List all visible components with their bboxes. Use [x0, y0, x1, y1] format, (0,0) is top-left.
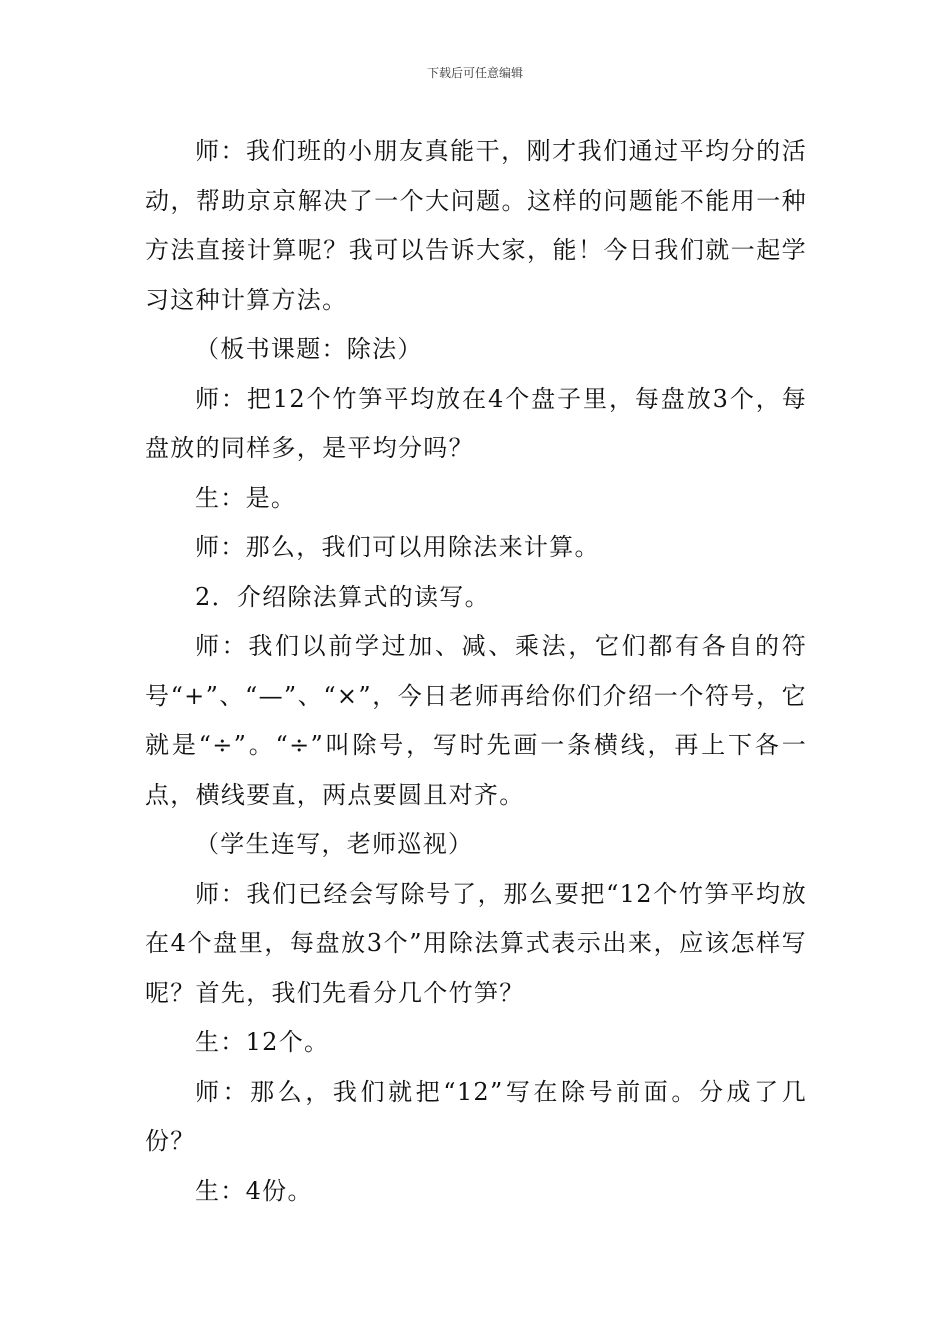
paragraph-teacher-symbols: 师：我们以前学过加、减、乘法，它们都有各自的符号“+”、“—”、“×”，今日老师再给你们介绍一个符号，它就是“÷”。“÷”叫除号，写时先画一条横线，再上下各一点，横线要直，两点要圆且对齐。	[145, 632, 807, 809]
paragraph-student-four: 生：4份。	[195, 1176, 313, 1205]
page-header-note: 下载后可任意编辑	[426, 66, 523, 80]
paragraph-teacher-question: 师：把12个竹笋平均放在4个盘子里，每盘放3个，每盘放的同样多，是平均分吗？	[145, 384, 807, 462]
paragraph-teacher-expression: 师：我们已经会写除号了，那么要把“12个竹笋平均放在4个盘里，每盘放3个”用除法算式表示出来，应该怎样写呢？首先，我们先看分几个竹笋？	[145, 879, 807, 1007]
document-body	[145, 127, 807, 1216]
paragraph-section-heading: 2．介绍除法算式的读写。	[195, 582, 490, 611]
paragraph-board-title: （板书课题：除法）	[195, 335, 423, 363]
paragraph-teacher-dividend: 师：那么，我们就把“12”写在除号前面。分成了几份？	[145, 1077, 807, 1155]
paragraph-student-twelve: 生：12个。	[195, 1028, 330, 1056]
paragraph-teacher-intro: 师：我们班的小朋友真能干，刚才我们通过平均分的活动，帮助京京解决了一个大问题。这样的问题能不能用一种方法直接计算呢？我可以告诉大家，能！今日我们就一起学习这种计算方法。	[145, 137, 807, 314]
paragraph-student-practice: （学生连写，老师巡视）	[195, 830, 474, 858]
paragraph-teacher-division: 师：那么，我们可以用除法来计算。	[195, 533, 600, 561]
paragraph-student-answer: 生：是。	[195, 483, 297, 512]
